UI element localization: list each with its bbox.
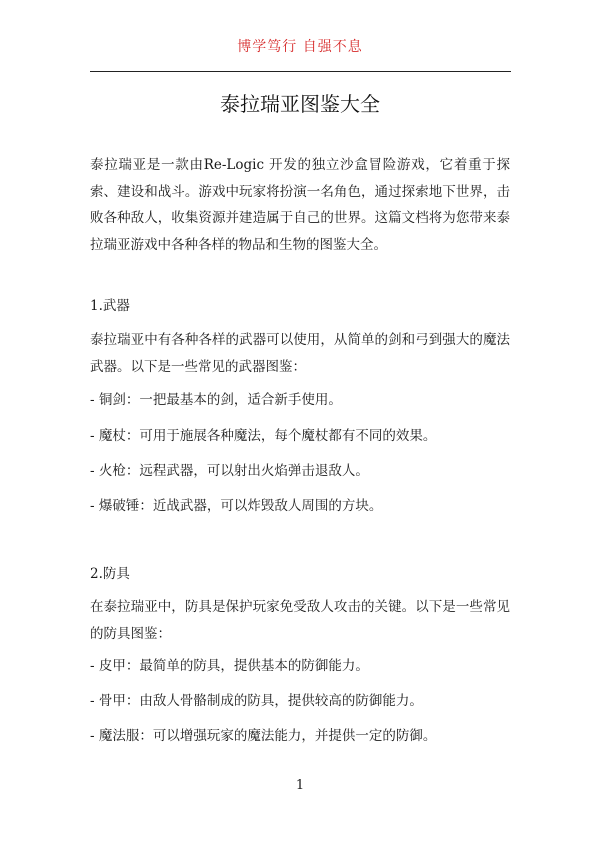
section-heading-armor: 2.防具	[90, 566, 130, 582]
list-item: - 骨甲：由敌人骨骼制成的防具，提供较高的防御能力。	[90, 693, 423, 709]
section-intro-weapons: 泰拉瑞亚中有各种各样的武器可以使用，从简单的剑和弓到强大的魔法武器。以下是一些常见的武器图鉴：	[90, 332, 510, 375]
list-item: - 铜剑：一把最基本的剑，适合新手使用。	[90, 392, 342, 408]
list-item: - 火枪：远程武器，可以射出火焰弹击退敌人。	[90, 463, 369, 479]
list-item: - 魔法服：可以增强玩家的魔法能力，并提供一定的防御。	[90, 728, 437, 744]
list-item: - 爆破锤：近战武器，可以炸毁敌人周围的方块。	[90, 498, 383, 514]
section-heading-weapons: 1.武器	[90, 298, 130, 314]
document-title: 泰拉瑞亚图鉴大全	[220, 92, 380, 116]
header-motto: 博学笃行 自强不息	[237, 39, 363, 55]
intro-paragraph: 泰拉瑞亚是一款由Re-Logic 开发的独立沙盒冒险游戏，它着重于探索、建设和战斗。游戏中玩家将扮演一名角色，通过探索地下世界，击败各种敌人，收集资源并建造属于自己的世界。这篇文档将为您带来泰拉瑞亚游戏中各种各样的物品和生物的图鉴大全。	[90, 157, 510, 253]
page-number: 1	[295, 778, 305, 793]
section-intro-armor: 在泰拉瑞亚中，防具是保护玩家免受敌人攻击的关键。以下是一些常见的防具图鉴：	[90, 599, 510, 642]
header-rule	[90, 71, 511, 72]
list-item: - 魔杖：可用于施展各种魔法，每个魔杖都有不同的效果。	[90, 428, 437, 444]
list-item: - 皮甲：最简单的防具，提供基本的防御能力。	[90, 658, 369, 674]
